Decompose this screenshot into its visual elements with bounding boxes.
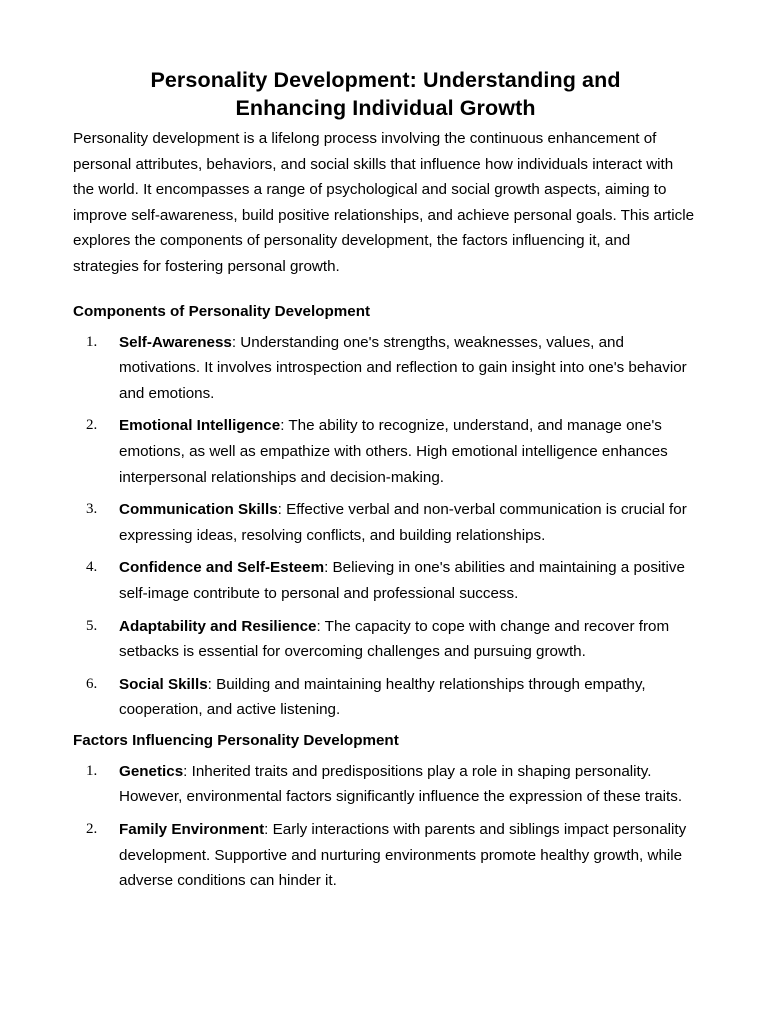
list-item [73,817,698,894]
factors-heading: Factors Influencing Personality Development [73,731,399,749]
components-list [73,330,698,723]
list-term: Social Skills [119,675,208,693]
list-item [73,555,698,606]
list-item [73,672,698,723]
list-term: Adaptability and Resilience [119,617,317,635]
list-description: : The ability to recognize, understand, and manage one's emotions, as well as empathize with others. High emotional intelligence enhances interpersonal relationships and decision-making. [119,417,668,486]
list-description: : Building and maintaining healthy relationships through empathy, cooperation, and active listening. [119,675,646,719]
list-term: Confidence and Self-Esteem [119,559,325,577]
list-number: 6. [86,675,98,692]
list-item [73,330,698,407]
components-heading: Components of Personality Development [73,302,371,320]
list-term: Genetics [119,762,184,780]
list-number: 1. [86,762,98,779]
list-item [73,759,698,810]
factors-list [73,759,698,894]
list-description: : The capacity to cope with change and recover from setbacks is essential for overcoming challenges and pursuing growth. [119,617,670,661]
list-term: Self-Awareness [119,333,232,351]
list-description: : Effective verbal and non-verbal communication is crucial for expressing ideas, resolving conflicts, and building relationships. [119,501,687,544]
list-description: : Understanding one's strengths, weaknesses, values, and motivations. It involves introspection and reflection to gain insight into one's behavior and emotions. [119,333,687,402]
list-number: 4. [86,559,98,576]
title-line-2: Enhancing Individual Growth [235,96,536,120]
list-item [73,413,698,490]
title-line-1: Personality Development: Understanding and [150,68,621,92]
page-title [73,66,698,122]
list-description: : Early interactions with parents and siblings impact personality development. Supportive and nurturing environments promote healthy growth, while adverse conditions can hinder it. [119,821,687,890]
list-term: Family Environment [119,821,265,839]
list-number: 5. [86,617,98,634]
intro-paragraph: Personality development is a lifelong process involving the continuous enhancement of personal attributes, behaviors, and social skills that influence how individuals interact with the world. It encompasses a range of psychological and social growth aspects, aiming to improve self-awareness, build positive relationships, and achieve personal goals. This article explores the components of personality development, the factors influencing it, and strategies for fostering personal growth. [73,130,695,275]
list-term: Communication Skills [119,501,278,519]
list-item [73,497,698,548]
document-page [73,66,698,901]
list-number: 3. [86,501,98,518]
list-item [73,614,698,665]
list-number: 2. [86,821,98,838]
list-number: 2. [86,417,98,434]
list-number: 1. [86,333,98,350]
list-description: : Believing in one's abilities and maintaining a positive self-image contribute to personal and professional success. [119,559,685,602]
list-description: : Inherited traits and predispositions play a role in shaping personality. However, environmental factors significantly influence the expression of these traits. [119,762,683,806]
list-term: Emotional Intelligence [119,417,281,435]
